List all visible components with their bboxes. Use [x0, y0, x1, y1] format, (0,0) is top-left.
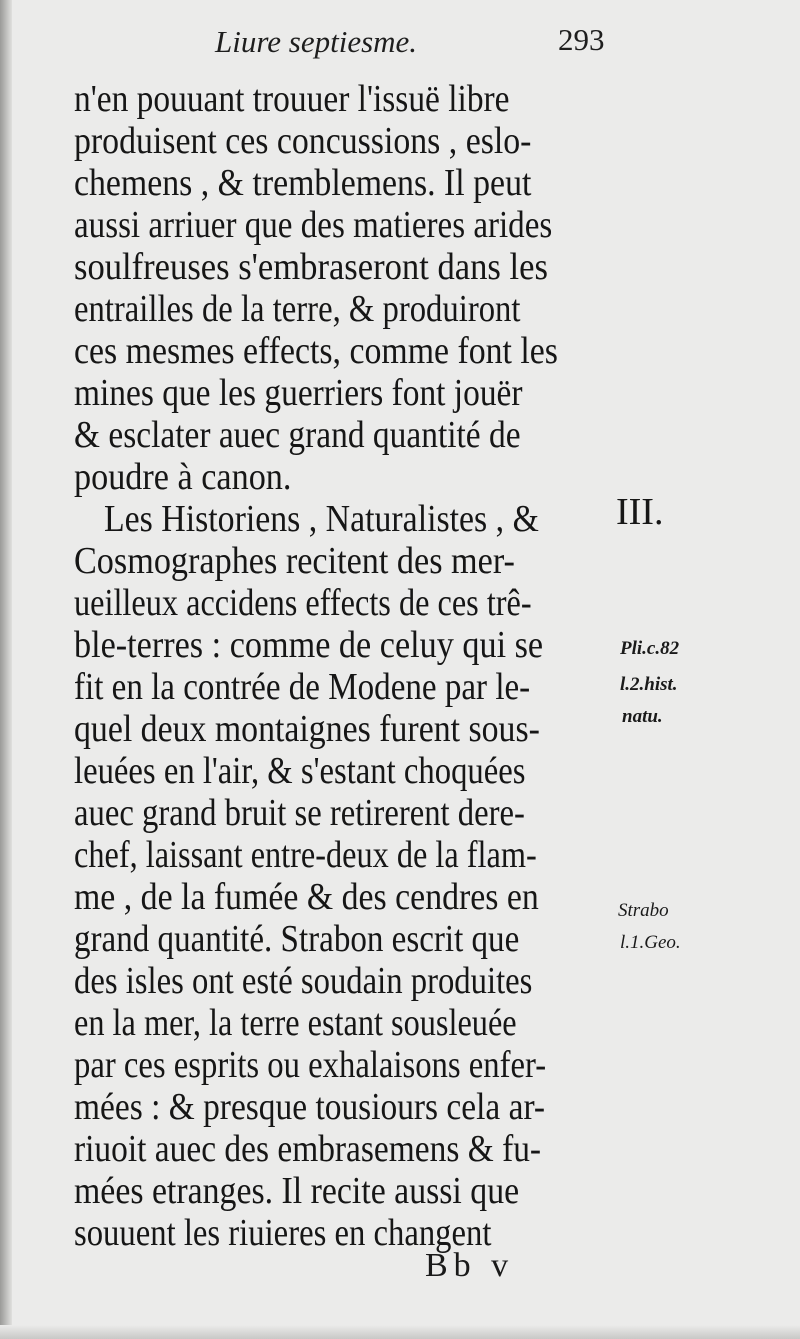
text-line: ueilleux accidens effects de ces trê-: [74, 582, 532, 624]
text-line: n'en pouuant trouuer l'issuë libre: [74, 78, 510, 120]
text-line: soulfreuses s'embraseront dans les: [74, 246, 548, 288]
page-number: 293: [558, 22, 605, 57]
margin-note: l.1.Geo.: [620, 932, 681, 953]
page-bottom-edge: [0, 1325, 800, 1339]
text-line: mées etranges. Il recite aussi que: [74, 1170, 520, 1212]
text-line: fit en la contrée de Modene par le-: [74, 666, 531, 708]
text-line: par ces esprits ou exhalaisons enfer-: [74, 1044, 547, 1086]
margin-note: Pli.c.82: [620, 638, 680, 659]
running-header: Liure septiesme.: [215, 24, 418, 59]
text-line: me , de la fumée & des cendres en: [74, 876, 539, 918]
text-line: leuées en l'air, & s'estant choquées: [74, 750, 526, 792]
text-line: grand quantité. Strabon escrit que: [74, 918, 520, 960]
text-line: en la mer, la terre estant sousleuée: [74, 1002, 517, 1044]
margin-note: l.2.hist.: [620, 674, 678, 695]
text-line: aussi arriuer que des matieres arides: [74, 204, 553, 246]
page-gutter-shadow: [0, 0, 12, 1339]
margin-note: Strabo: [618, 900, 669, 921]
text-line: des isles ont esté soudain produites: [74, 960, 533, 1002]
text-line: mées : & presque tousiours cela ar-: [74, 1086, 546, 1128]
text-line: Les Historiens , Naturalistes , &: [104, 498, 539, 540]
text-line: ces mesmes effects, comme font les: [74, 330, 558, 372]
margin-note: natu.: [622, 706, 663, 727]
text-line: ble-terres : comme de celuy qui se: [74, 624, 544, 666]
text-line: riuoit auec des embrasemens & fu-: [74, 1128, 542, 1170]
signature-mark: Bb v: [425, 1247, 515, 1284]
text-line: entrailles de la terre, & produiront: [74, 288, 521, 330]
text-line: souuent les riuieres en changent: [74, 1212, 492, 1254]
text-line: quel deux montaignes furent sous-: [74, 708, 540, 750]
text-line: mines que les guerriers font jouër: [74, 372, 523, 414]
text-line: chef, laissant entre-deux de la flam-: [74, 834, 537, 876]
text-line: Cosmographes recitent des mer-: [74, 540, 515, 582]
text-line: auec grand bruit se retirerent dere-: [74, 792, 525, 834]
text-line: produisent ces concussions , eslo-: [74, 120, 532, 162]
text-line: chemens , & tremblemens. Il peut: [74, 162, 532, 204]
text-line: & esclater auec grand quantité de: [74, 414, 521, 456]
section-number: III.: [616, 491, 664, 533]
text-line: poudre à canon.: [74, 456, 292, 498]
